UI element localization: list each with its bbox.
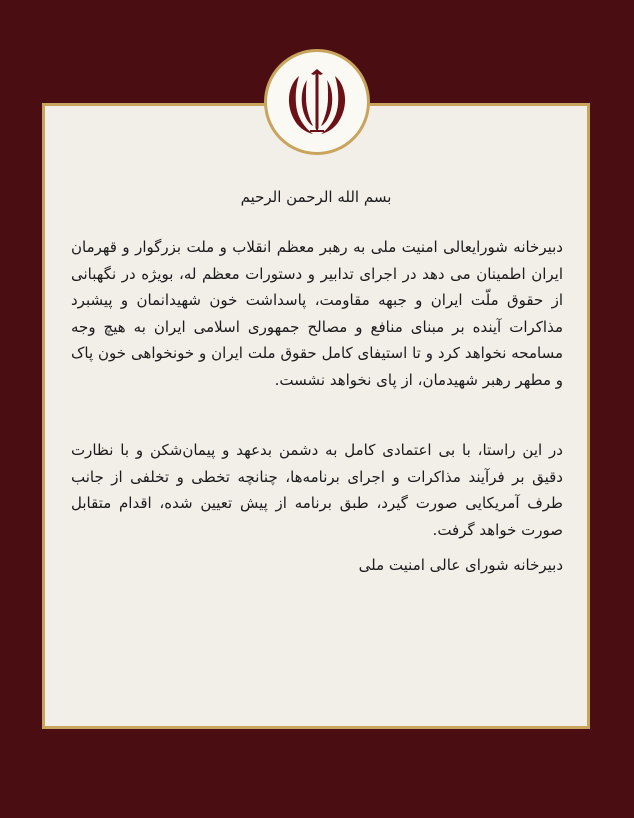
statement-paragraph-1: دبیرخانه شورایعالی امنیت ملی به رهبر معظم انقلاب و ملت بزرگوار و قهرمان ایران اطمینان می دهد در اجرای تدابیر و دستورات معظم له، بویژه در نگهبانی از حقوق ملّت ایران و جبهه مقاومت، پاسداشت خون شهیدانمان و پیشبرد مذاکرات آینده بر مبنای منافع و مصالح جمهوری اسلامی ایران به هیچ وجه مسامحه نخواهد کرد و تا استیفای کامل حقوق ملت ایران و خونخواهی خون پاک و مطهر رهبر شهیدمان، از پای نخواهد نشست. [71,238,563,389]
emblem-badge [264,49,370,155]
iran-emblem-icon [285,68,349,136]
statement-card [42,103,590,729]
statement-signature: دبیرخانه شورای عالی امنیت ملی [358,556,563,574]
statement-paragraph-2: در این راستا، با بی اعتمادی کامل به دشمن بدعهد و پیمان‌شکن و با نظارت دقیق بر فرآیند مذاکرات و اجرای برنامه‌ها، چنانچه تخطی و تخلفی از جانب طرف آمریکایی صورت گیرد، طبق برنامه از پیش تعیین شده، اقدام متقابل صورت خواهد گرفت. [71,441,563,539]
statement-text [45,106,587,726]
bismillah-heading: بسم الله الرحمن الرحیم [240,188,392,206]
